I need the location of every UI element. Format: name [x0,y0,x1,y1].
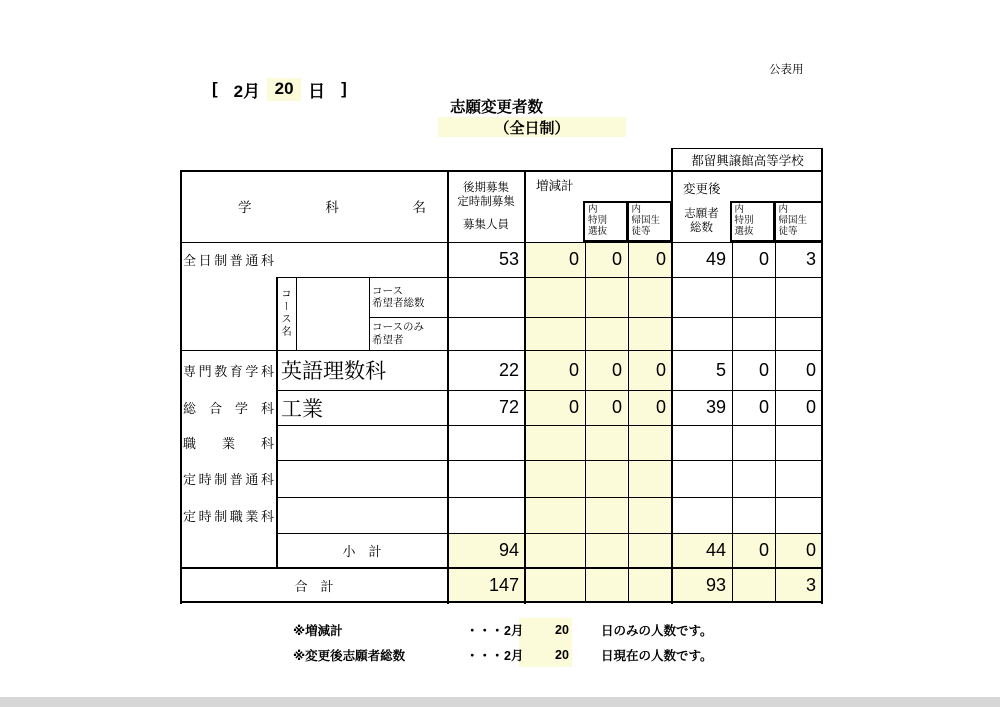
header-recruit [448,171,524,241]
header-special-line3: 選抜 [588,226,608,237]
cell-senmon-delta: 0 [568,359,579,380]
cell-grand-total-capacity: 147 [488,574,519,595]
footer-note-day-highlight: 20 [555,648,569,662]
cell-zennichi-delta-returnee: 0 [655,249,666,269]
cell-sogo-total-returnee: 0 [805,397,816,417]
course-name-column-label: コース名 [280,288,292,338]
header-returnee-line1: 内 [631,204,642,215]
course-only-line1: コースのみ [372,321,424,333]
cell-zennichi-delta: 0 [568,249,579,269]
footer-note-suffix: 日のみの人数です。 [601,624,713,638]
subtotal-label: 小 計 [342,544,382,559]
course-total-label [372,278,446,316]
cell-senmon-delta-special: 0 [611,359,622,380]
school-name-box: 都留興譲館高等学校 [672,148,823,172]
table-border-line [296,277,297,351]
cell-subtotal-total-special: 0 [758,540,769,560]
footer-note-label: ※増減計 [293,624,343,638]
cell-sogo-delta-special: 0 [611,397,622,417]
row-label-zennichi [183,243,274,276]
footer-note-suffix: 日現在の人数です。 [601,649,713,663]
bracket-open: [ [212,79,218,98]
cell-zennichi-total-special: 0 [758,249,769,269]
header-special-line2: 特別 [588,215,608,226]
header-returnee-line3: 徒等 [631,226,651,237]
header-recruit-line3: 募集人員 [463,218,509,231]
row-label-text: 定時制普通科 [183,472,274,487]
header-special-line1: 内 [734,204,745,215]
row-label-shokugyo [183,426,274,459]
course-total-line1: コース [372,284,403,297]
cell-grand-total-returnee: 3 [805,574,816,595]
header-returnee-line2: 帰国生 [631,215,661,226]
bracket-close: ] [341,79,347,98]
header-after-group: 変更後 [683,182,721,196]
cell-subtotal-total: 44 [705,540,726,560]
table-border-line [277,460,823,462]
course-only-line2: 希望者 [372,333,404,346]
dept-name-sogo: 工業 [281,397,323,421]
row-label-text: 全日制普通科 [183,253,274,268]
dept-name-senmon: 英語理数科 [281,360,386,383]
cell-senmon-delta-returnee: 0 [655,359,666,380]
row-label-sogo [183,391,274,424]
header-delta-returnee-box [627,201,673,242]
cell-sogo-capacity: 72 [498,397,519,417]
header-applicant-total [673,202,730,241]
footer-note-label: ※変更後志願者総数 [293,649,406,663]
footer-note-dots: ・・・ [466,649,504,663]
header-dept-name [181,171,446,241]
header-special-line2: 特別 [734,215,754,226]
cell-sogo-delta-returnee: 0 [655,397,666,417]
header-after-special-box [730,201,776,242]
cell-zennichi-capacity: 53 [498,249,519,269]
cell-zennichi-delta-special: 0 [611,249,622,269]
corner-note: 公表用 [769,64,804,76]
row-label-teiji-futsu [183,461,274,496]
header-returnee-line2: 帰国生 [778,215,808,226]
header-recruit-line1: 後期募集 [463,181,509,194]
page-bottom-edge [0,697,1000,707]
table-border-line [277,425,823,427]
table-border-line [277,497,823,499]
cell-zennichi-total-returnee: 3 [805,249,816,269]
row-label-senmon [183,351,274,389]
cell-sogo-total: 39 [705,397,726,417]
cell-sogo-total-special: 0 [758,397,769,417]
row-label-text: 専門教育学科 [183,363,274,379]
page-title: 志願変更者数 [450,99,544,116]
page-subtitle: （全日制） [438,117,626,137]
row-label-text: 総合学科 [183,401,274,416]
cell-senmon-capacity: 22 [498,359,519,380]
date-banner [212,76,347,102]
table-border-line [369,277,370,351]
course-only-label [372,318,446,349]
header-applicant-total-line2: 総数 [690,221,713,234]
table-border-line [277,277,823,279]
date-month: 2月 [233,81,261,101]
footer-note-month: 2月 [504,624,524,638]
header-returnee-line3: 徒等 [778,226,798,237]
cell-sogo-delta: 0 [568,397,579,417]
grand-total-label: 合 計 [294,578,334,594]
header-after-returnee-box [774,201,824,242]
cell-senmon-total: 5 [715,359,726,380]
row-label-teiji-shoku [183,498,274,532]
header-delta-special-box [583,201,628,242]
cell-subtotal-total-returnee: 0 [805,540,816,560]
footer-note-day-highlight: 20 [555,623,569,637]
cell-senmon-total-returnee: 0 [805,359,816,380]
footer-note-dots: ・・・ [466,624,504,638]
header-recruit-line2: 定時制募集 [457,195,515,208]
header-applicant-total-line1: 志願者 [684,208,719,220]
header-delta-group: 増減計 [536,179,574,193]
cell-zennichi-total: 49 [705,249,726,269]
row-label-text: 職業科 [183,436,274,451]
footer-note-delta [293,618,713,642]
date-day-label: 日 [308,81,326,101]
header-returnee-line1: 内 [778,204,789,215]
header-special-line3: 選抜 [734,226,754,237]
table-border-line [180,601,823,603]
footer-note-after [293,643,713,667]
row-label-text: 定時制職業科 [183,508,274,524]
header-special-line1: 内 [588,204,598,215]
cell-subtotal-capacity: 94 [498,540,519,560]
footer-note-month: 2月 [504,649,524,663]
date-day-highlight: 20 [267,78,301,101]
course-total-line2: 希望者総数 [372,297,425,309]
header-dept-name-label: 学 科 名 [238,200,426,215]
cell-senmon-total-special: 0 [758,359,769,380]
cell-grand-total-total: 93 [705,574,726,595]
